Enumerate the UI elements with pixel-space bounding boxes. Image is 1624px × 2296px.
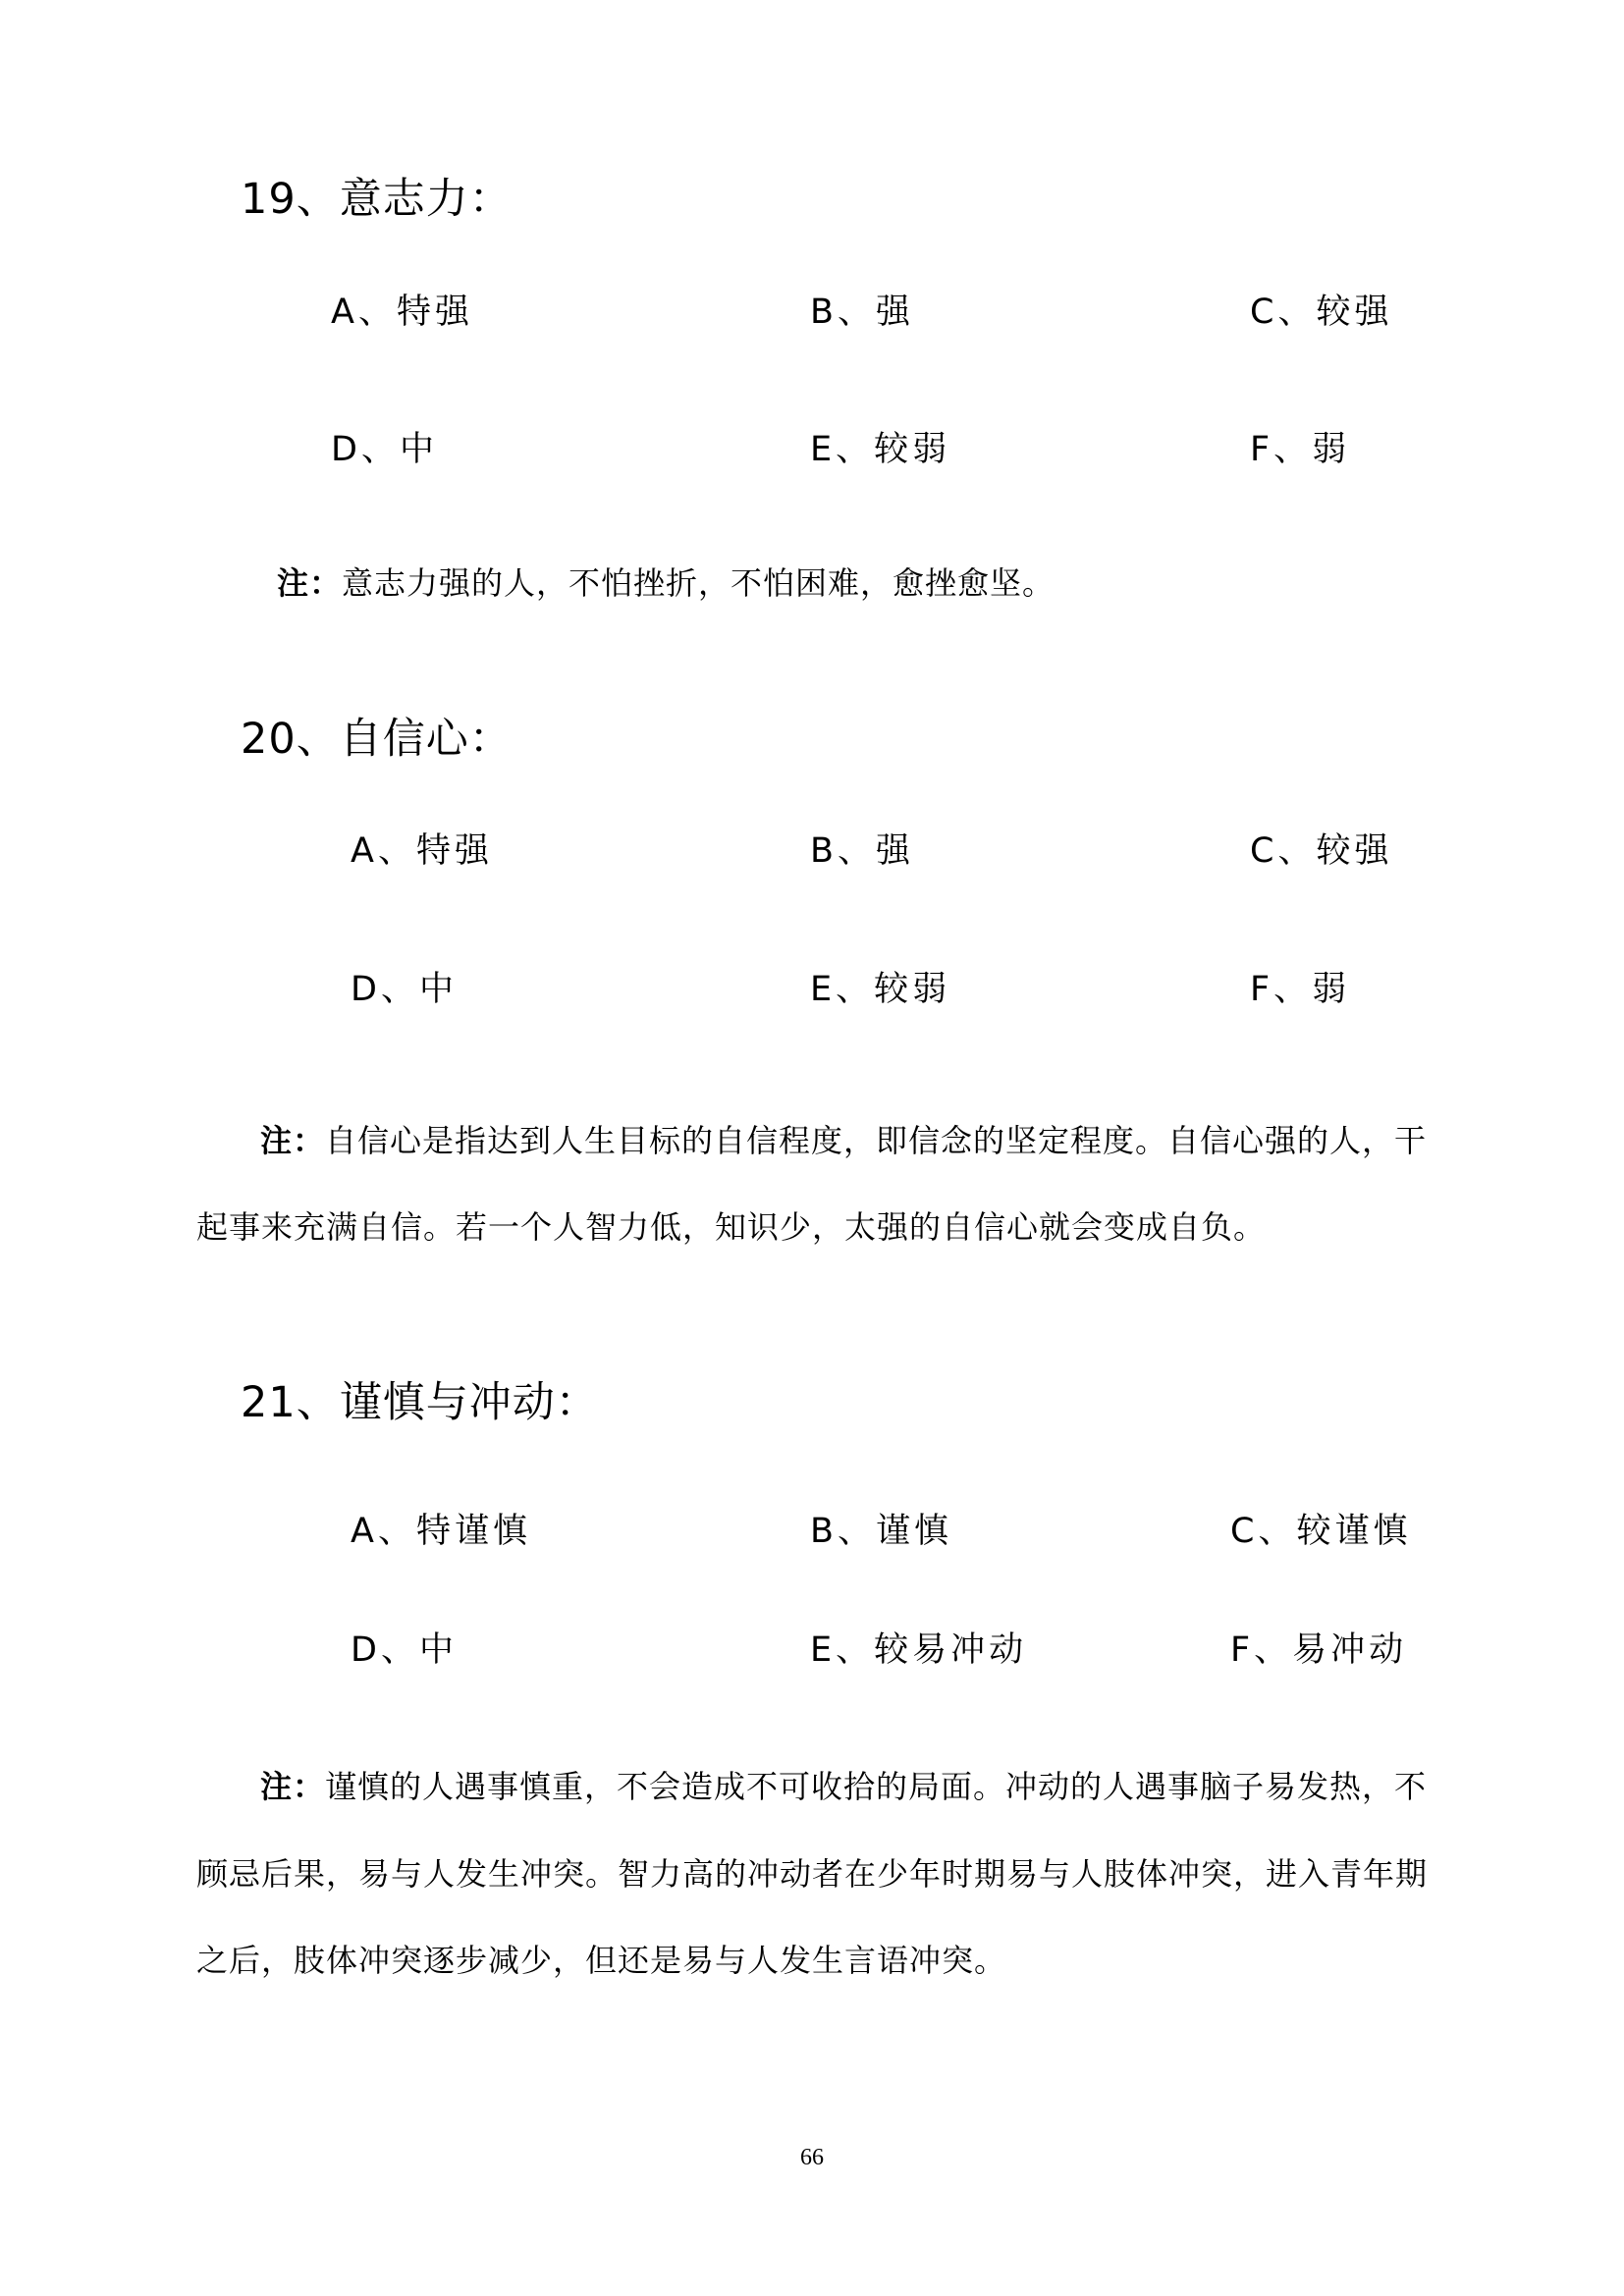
section-19-option-d: D、中 xyxy=(331,430,438,469)
section-19-option-a: A、特强 xyxy=(331,293,473,332)
section-20-note-line-2: 起事来充满自信。若一个人智力低，知识少，太强的自信心就会变成自负。 xyxy=(196,1208,1267,1246)
section-21-heading: 21、谨慎与冲动： xyxy=(241,1378,599,1427)
section-19-note-line-1: 意志力强的人，不怕挫折，不怕困难，愈挫愈坚。 xyxy=(342,564,1056,602)
section-20-option-d: D、中 xyxy=(351,970,458,1009)
section-20-note-first-line xyxy=(260,1119,1427,1162)
section-20-note-line-1: 自信心是指达到人生目标的自信程度，即信念的坚定程度。自信心强的人，干 xyxy=(325,1122,1428,1159)
section-20-heading: 20、自信心： xyxy=(241,715,513,764)
section-21-option-b: B、谨慎 xyxy=(810,1512,953,1551)
section-21-note-line-3: 之后，肢体冲突逐步减少，但还是易与人发生言语冲突。 xyxy=(196,1942,1007,1979)
section-21-option-e: E、较易冲动 xyxy=(810,1630,1028,1670)
section-20-note-label: 注： xyxy=(260,1122,326,1159)
section-19-option-f: F、弱 xyxy=(1250,430,1351,469)
section-21-note-first-line xyxy=(260,1765,1427,1808)
section-20-option-e: E、较弱 xyxy=(810,970,951,1009)
section-21-note-line-1: 谨慎的人遇事慎重，不会造成不可收拾的局面。冲动的人遇事脑子易发热，不 xyxy=(325,1768,1428,1805)
section-21-option-c: C、较谨慎 xyxy=(1230,1512,1412,1551)
page-number: 66 xyxy=(800,2145,824,2170)
section-20-option-f: F、弱 xyxy=(1250,970,1351,1009)
section-21-note-label: 注： xyxy=(260,1768,326,1805)
section-19-heading: 19、意志力： xyxy=(241,175,513,224)
section-21-note-line-2: 顾忌后果，易与人发生冲突。智力高的冲动者在少年时期易与人肢体冲突，进入青年期 xyxy=(196,1855,1429,1893)
section-20-option-c: C、较强 xyxy=(1250,831,1393,871)
section-19-note xyxy=(277,561,1055,605)
section-19-option-c: C、较强 xyxy=(1250,293,1393,332)
section-19-option-e: E、较弱 xyxy=(810,430,951,469)
section-21-option-f: F、易冲动 xyxy=(1230,1630,1408,1670)
section-21-option-a: A、特谨慎 xyxy=(351,1512,531,1551)
section-19-option-b: B、强 xyxy=(810,293,915,332)
section-21-option-d: D、中 xyxy=(351,1630,458,1670)
section-19-note-label: 注： xyxy=(277,564,343,602)
section-20-option-b: B、强 xyxy=(810,831,915,871)
section-20-option-a: A、特强 xyxy=(351,831,493,871)
